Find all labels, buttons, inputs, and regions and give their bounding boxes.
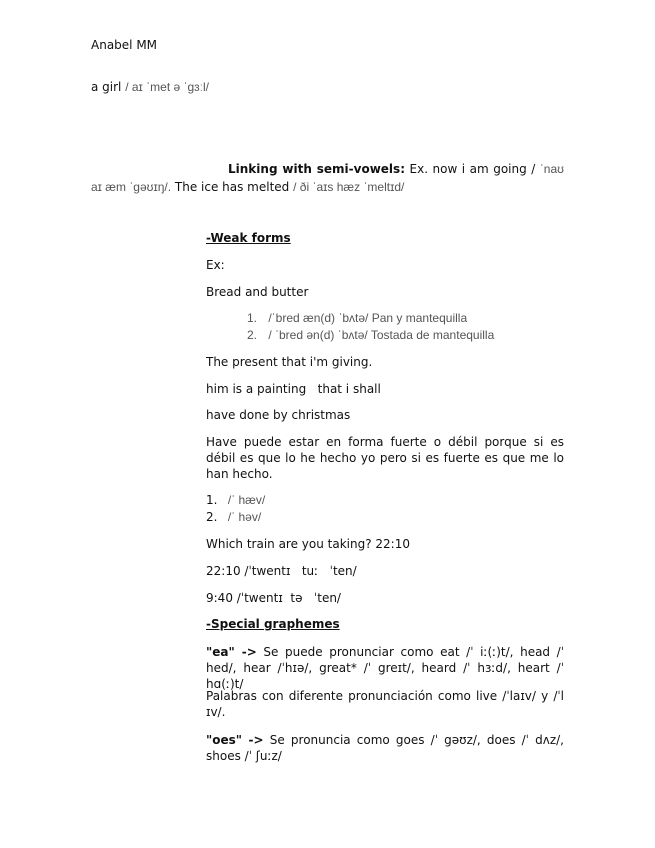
diff-paragraph: Palabras con diferente pronunciación como live /ˈlaɪv/ y /ˈl ɪv/.	[206, 689, 564, 719]
list-item: 1. /ˈ hæv/	[206, 493, 266, 507]
oes-label: "oes" ->	[206, 733, 264, 747]
list-item: 1. /ˈbred æn(d) ˈbʌtə/ Pan y mantequilla	[247, 311, 468, 325]
intro-word: a girl	[91, 80, 122, 94]
linking-text2: The ice has melted	[174, 180, 290, 194]
intro-line	[91, 80, 209, 94]
line-present: The present that i'm giving.	[206, 355, 373, 369]
linking-heading: Linking with semi-vowels:	[228, 162, 405, 176]
line-painting: him is a painting that i shall	[206, 382, 381, 396]
linking-ipa1: ˈnaʊ aɪ æm ˈgəʊɪŋ/.	[91, 162, 564, 194]
question-line: Which train are you taking? 22:10	[206, 537, 410, 551]
have-paragraph: Have puede estar en forma fuerte o débil porque si es débil es que lo he hecho yo pero si es fuerte es que me lo han hecho.	[206, 435, 564, 481]
author-name: Anabel MM	[91, 38, 158, 52]
list-item: 2. / ˈbred ən(d) ˈbʌtə/ Tostada de mantequilla	[247, 328, 495, 342]
linking-text1: Ex. now i am going /	[409, 162, 536, 176]
linking-ipa2: / ði ˈaɪs hæz ˈmeltɪd/	[293, 180, 405, 194]
list-item: 2. /ˈ həv/	[206, 510, 262, 524]
ea-text: Se puede pronunciar como eat /ˈ iː(ː)t/, head /ˈ hed/, hear /ˈhɪə/, great* /ˈ greɪt/, heard /ˈ hɜːd/, heart /ˈ hɑ(ː)t/	[206, 645, 565, 691]
time-line-2: 9:40 /ˈtwentɪ tə ˈten/	[206, 591, 341, 605]
time-line-1: 22:10 /ˈtwentɪ tuː ˈten/	[206, 564, 357, 578]
line-christmas: have done by christmas	[206, 408, 351, 422]
ea-label: "ea" ->	[206, 645, 257, 659]
oes-paragraph	[206, 732, 564, 764]
ea-paragraph	[206, 644, 564, 692]
weak-forms-heading: -Weak forms	[206, 231, 291, 245]
phrase-bread: Bread and butter	[206, 285, 309, 299]
oes-text: Se pronuncia como goes /ˈ gəʊz/, does /ˈ dʌz/, shoes /ˈ ʃuːz/	[206, 733, 564, 763]
intro-ipa: / aɪ ˈmet ə ˈgɜːl/	[125, 80, 210, 94]
ex-label: Ex:	[206, 258, 225, 272]
linking-paragraph	[91, 160, 564, 196]
graphemes-heading: -Special graphemes	[206, 617, 340, 631]
